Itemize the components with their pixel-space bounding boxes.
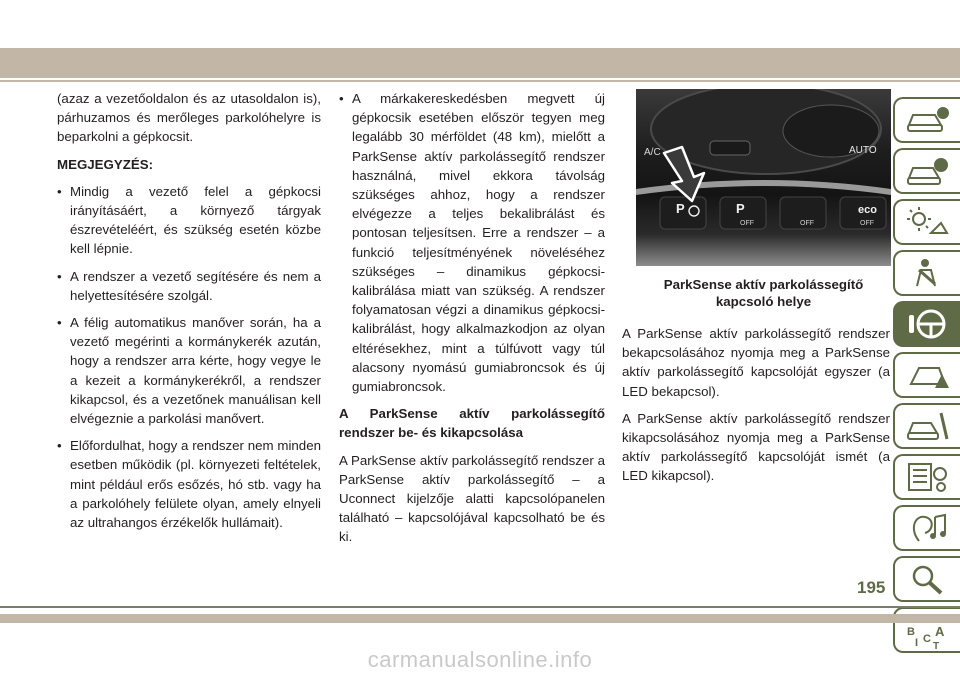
light-signal-icon bbox=[905, 205, 951, 239]
off-label: OFF bbox=[800, 220, 814, 227]
footer-band bbox=[0, 614, 960, 623]
magnifier-icon bbox=[905, 562, 951, 596]
multimedia-icon bbox=[905, 511, 951, 545]
tab-light-signal[interactable] bbox=[893, 199, 960, 245]
tab-seatbelt[interactable] bbox=[893, 250, 960, 296]
footer-rule bbox=[0, 606, 960, 608]
note-bullet-1 bbox=[57, 182, 321, 259]
watermark: carmanualsonline.info bbox=[367, 647, 593, 672]
steering-wheel-icon bbox=[905, 307, 951, 341]
column-2 bbox=[339, 89, 605, 555]
auto-label: AUTO bbox=[849, 145, 877, 156]
off-label: OFF bbox=[740, 220, 754, 227]
car-warning-icon bbox=[905, 154, 951, 188]
intro-paragraph: (azaz a vezetőoldalon és az utasoldalon is), párhuzamos és merőleges parkolóhelyre is beparkolni a gépkocsit. bbox=[57, 91, 321, 145]
bullet-text: A félig automatikus manőver során, ha a vezető megérinti a kormánykerék azután, hogy a rendszer arra kérte, hogy vegye le a kezeit a kormánykerékről, a rendszer kikapcsol, és a vezetőnek manuálisan kell elvégeznie a parkolási manővert. bbox=[70, 315, 321, 427]
header-band bbox=[0, 48, 960, 78]
section-paragraph: A ParkSense aktív parkolássegítő rendszer a ParkSense aktív parkolássegítő – a Uconnect kijelzője alatti kapcsolópanelen található – kapcsolójával kapcsolható be és ki. bbox=[339, 452, 605, 545]
off-label: OFF bbox=[860, 220, 874, 227]
recirc-button bbox=[710, 141, 750, 155]
eco-label: eco bbox=[858, 204, 877, 216]
specifications-icon bbox=[905, 460, 951, 494]
bullet-text: A rendszer a vezető segítésére és nem a helyettesítésére szolgál. bbox=[70, 268, 321, 303]
calibration-bullet bbox=[339, 89, 605, 396]
car-info-icon bbox=[905, 103, 951, 137]
photo-caption bbox=[636, 276, 891, 310]
tab-specifications[interactable] bbox=[893, 454, 960, 500]
index-letter: I bbox=[914, 637, 918, 649]
bullet-dot: • bbox=[57, 183, 62, 199]
index-letter: A bbox=[934, 624, 944, 639]
hazard-triangle-icon bbox=[905, 358, 951, 392]
switch-panel-photo bbox=[636, 89, 891, 266]
note-heading: MEGJEGYZÉS: bbox=[57, 156, 154, 172]
bullet-dot: • bbox=[339, 91, 344, 106]
note-bullet-2 bbox=[57, 267, 321, 305]
note-bullet-4 bbox=[57, 436, 321, 532]
switch-panel-illustration bbox=[636, 89, 891, 266]
note-bullet-3 bbox=[57, 313, 321, 428]
section-heading: A ParkSense aktív parkolássegítő rendszer be- és kikapcsolása bbox=[339, 406, 605, 441]
caption-line-1: ParkSense aktív parkolássegítő bbox=[663, 277, 864, 292]
page-number: 195 bbox=[857, 578, 886, 597]
off-paragraph: A ParkSense aktív parkolássegítő rendszer kikapcsolásához nyomja meg a ParkSense aktív parkolássegítő kapcsolóját ismét (a LED kikapcsol). bbox=[622, 410, 890, 484]
tab-multimedia[interactable] bbox=[893, 505, 960, 551]
tab-car-info[interactable] bbox=[893, 97, 960, 143]
bullet-text: Előfordulhat, hogy a rendszer nem minden esetben működik (pl. környezeti feltételek, mint például erős esőzés, hó stb. vagy ha a parkolóhely felülete olyan, amely elnyeli az ultrahangos érzékelők hullámait). bbox=[70, 438, 321, 531]
p-label: P bbox=[736, 201, 745, 216]
tab-search[interactable] bbox=[893, 556, 960, 602]
bullet-dot: • bbox=[57, 315, 62, 331]
p-plus-label: P bbox=[676, 201, 685, 216]
tab-emergency[interactable] bbox=[893, 352, 960, 398]
ac-label: A/C bbox=[644, 147, 661, 158]
index-letter: B bbox=[906, 626, 915, 638]
column-1 bbox=[57, 89, 321, 540]
bullet-text: A márkakereskedésben megvett új gépkocsik esetében először tegyen meg legalább 30 mérföldet (48 km), mielőtt a ParkSense aktív parkolássegítő rendszer használná, mivel ekkora távolság szükséges ahhoz, hogy a rendszer elvégezze a teljes bekalibrálást és pontosan teljesítsen. Erre a rendszer – a funkció teljesítményének növeléséhez szükséges – dinamikus gépkocsi-kalibrálása miatt van szükség. A rendszer folyamatosan végzi a dinamikus gépkocsi-kalibrálást, hogy alkalmazkodjon az olyan eltérésekhez, mint a túlfúvott vagy túl alacsony nyomású gumiabroncsok és új gumiabroncsok. bbox=[352, 91, 605, 395]
bullet-dot: • bbox=[57, 438, 62, 454]
wrench-car-icon bbox=[905, 409, 951, 443]
tab-car-warning[interactable] bbox=[893, 148, 960, 194]
index-letter: C bbox=[922, 633, 931, 645]
tab-service[interactable] bbox=[893, 403, 960, 449]
column-3 bbox=[622, 89, 890, 494]
header-rule bbox=[0, 80, 960, 82]
seatbelt-icon bbox=[905, 256, 951, 290]
on-paragraph: A ParkSense aktív parkolássegítő rendszer bekapcsolásához nyomja meg a ParkSense aktív parkolássegítő kapcsolóját egyszer (a LED bekapcsol). bbox=[622, 326, 890, 399]
index-letter: T bbox=[932, 641, 939, 650]
tab-driving[interactable] bbox=[893, 301, 960, 347]
bullet-dot: • bbox=[57, 268, 62, 284]
caption-line-2: kapcsoló helye bbox=[715, 294, 812, 309]
bullet-text: Mindig a vezető felel a gépkocsi irányításáért, a környező tárgyak észrevételéért, és szükség esetén közbe kell lépnie. bbox=[70, 183, 321, 257]
chapter-tabs bbox=[893, 97, 960, 658]
